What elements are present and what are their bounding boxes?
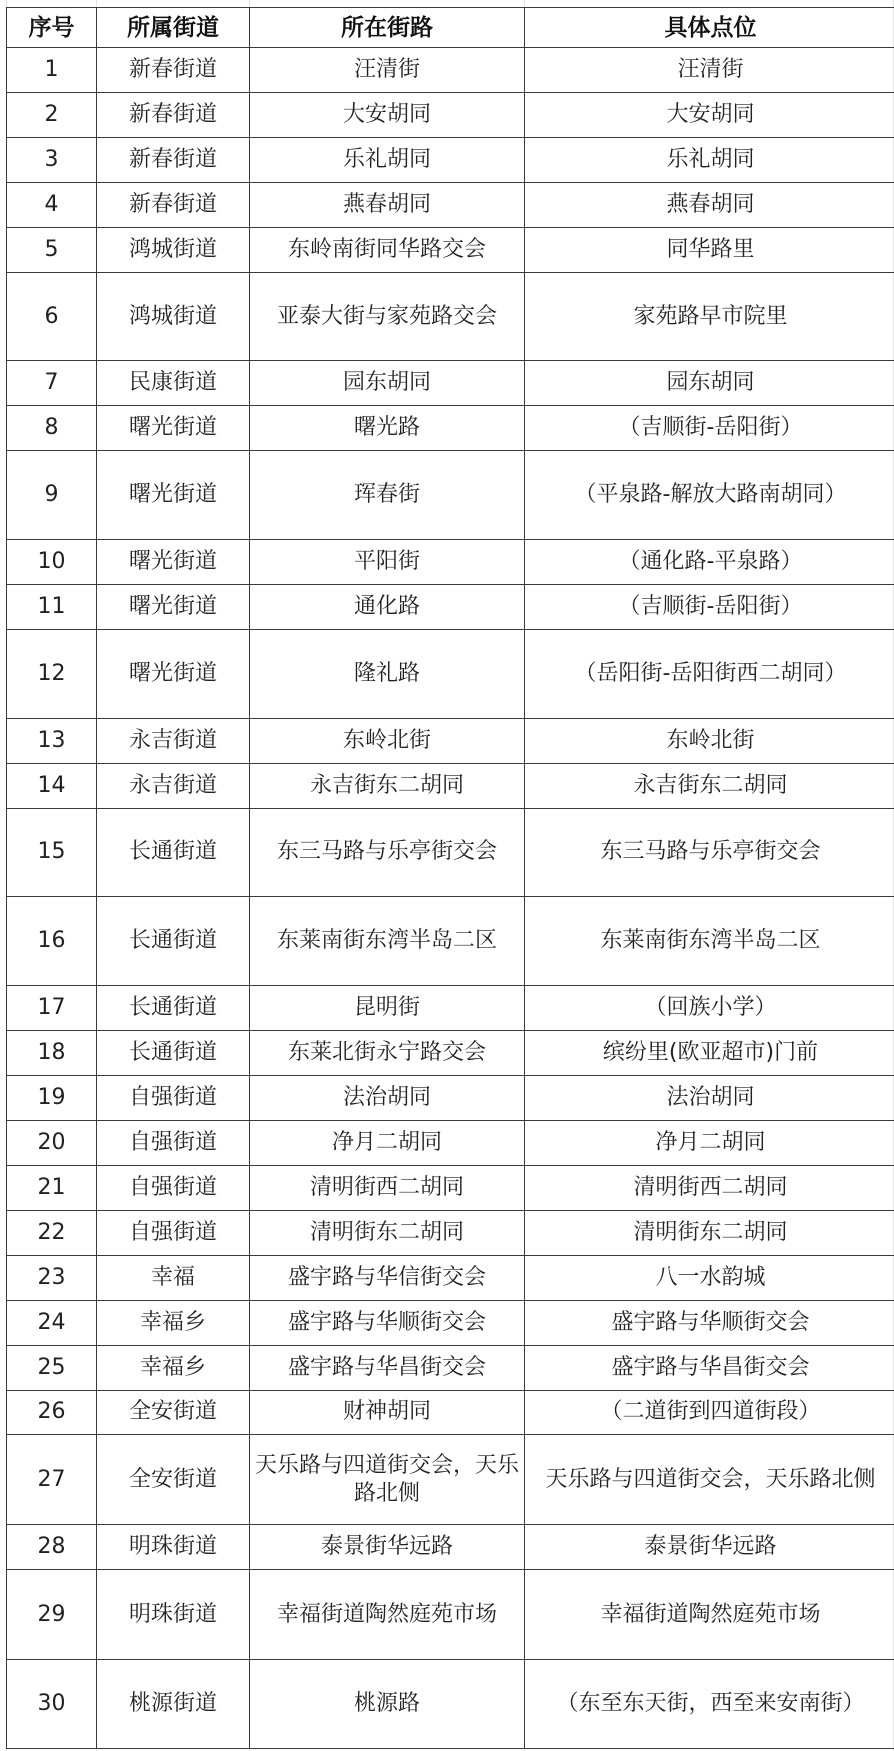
cell-subdistrict: 民康街道 [97,361,250,406]
cell-subdistrict: 长通街道 [97,986,250,1031]
cell-no: 23 [7,1255,97,1300]
cell-no: 29 [7,1570,97,1660]
cell-subdistrict: 鸿城街道 [97,272,250,361]
cell-point: 缤纷里(欧亚超市)门前 [525,1031,894,1076]
cell-street: 汪清街 [250,48,525,93]
cell-subdistrict: 全安街道 [97,1435,250,1525]
table-row [7,540,894,585]
table-row [7,1120,894,1165]
cell-street: 珲春街 [250,451,525,540]
cell-subdistrict: 鸿城街道 [97,227,250,272]
cell-point: 法治胡同 [525,1076,894,1121]
table-row [7,1076,894,1121]
table-row [7,272,894,361]
cell-street: 东岭南街同华路交会 [250,227,525,272]
cell-subdistrict: 自强街道 [97,1165,250,1210]
cell-point: 家苑路早市院里 [525,272,894,361]
header-point: 具体点位 [525,8,894,48]
cell-no: 5 [7,227,97,272]
cell-no: 1 [7,48,97,93]
cell-point: 大安胡同 [525,92,894,137]
table-row [7,1390,894,1435]
table-row [7,406,894,451]
table-row [7,451,894,540]
cell-no: 30 [7,1660,97,1749]
cell-street: 东岭北街 [250,718,525,763]
cell-no: 10 [7,540,97,585]
cell-subdistrict: 幸福 [97,1255,250,1300]
table-row [7,1660,894,1749]
cell-point: 幸福街道陶然庭苑市场 [525,1570,894,1660]
cell-no: 26 [7,1390,97,1435]
table-row [7,718,894,763]
cell-subdistrict: 长通街道 [97,808,250,897]
cell-street: 泰景街华远路 [250,1525,525,1570]
cell-subdistrict: 新春街道 [97,137,250,182]
table-row [7,629,894,718]
cell-subdistrict: 自强街道 [97,1210,250,1255]
cell-subdistrict: 曙光街道 [97,540,250,585]
cell-subdistrict: 幸福乡 [97,1345,250,1390]
table-row [7,1435,894,1525]
cell-no: 6 [7,272,97,361]
cell-street: 财神胡同 [250,1390,525,1435]
header-row [7,8,894,48]
table-row [7,1255,894,1300]
cell-subdistrict: 永吉街道 [97,718,250,763]
table-row [7,48,894,93]
cell-no: 13 [7,718,97,763]
cell-point: （东至东天街，西至来安南街） [525,1660,894,1749]
cell-no: 12 [7,629,97,718]
cell-subdistrict: 永吉街道 [97,763,250,808]
cell-street: 桃源路 [250,1660,525,1749]
cell-no: 11 [7,585,97,630]
table-row [7,1165,894,1210]
table-row [7,986,894,1031]
table-row [7,763,894,808]
cell-no: 25 [7,1345,97,1390]
cell-subdistrict: 自强街道 [97,1076,250,1121]
cell-subdistrict: 曙光街道 [97,451,250,540]
cell-point: 泰景街华远路 [525,1525,894,1570]
cell-point: 东岭北街 [525,718,894,763]
cell-street: 平阳街 [250,540,525,585]
cell-no: 24 [7,1300,97,1345]
cell-street: 盛宇路与华顺街交会 [250,1300,525,1345]
cell-no: 20 [7,1120,97,1165]
cell-subdistrict: 曙光街道 [97,629,250,718]
cell-no: 9 [7,451,97,540]
cell-point: （平泉路-解放大路南胡同） [525,451,894,540]
cell-no: 17 [7,986,97,1031]
cell-street: 园东胡同 [250,361,525,406]
cell-subdistrict: 新春街道 [97,48,250,93]
cell-point: （通化路-平泉路） [525,540,894,585]
table-row [7,227,894,272]
cell-subdistrict: 新春街道 [97,92,250,137]
cell-street: 永吉街东二胡同 [250,763,525,808]
cell-subdistrict: 长通街道 [97,897,250,986]
table-row [7,92,894,137]
cell-street: 通化路 [250,585,525,630]
table-row [7,1210,894,1255]
cell-no: 21 [7,1165,97,1210]
cell-no: 2 [7,92,97,137]
table-row [7,1345,894,1390]
street-points-table [6,7,894,1749]
cell-street: 清明街东二胡同 [250,1210,525,1255]
table-row [7,585,894,630]
cell-no: 28 [7,1525,97,1570]
cell-no: 15 [7,808,97,897]
cell-no: 18 [7,1031,97,1076]
cell-point: 清明街东二胡同 [525,1210,894,1255]
cell-point: 汪清街 [525,48,894,93]
cell-point: 净月二胡同 [525,1120,894,1165]
cell-point: 清明街西二胡同 [525,1165,894,1210]
table-row [7,1031,894,1076]
cell-point: 乐礼胡同 [525,137,894,182]
cell-street: 东三马路与乐亭街交会 [250,808,525,897]
cell-subdistrict: 曙光街道 [97,585,250,630]
header-street: 所在街路 [250,8,525,48]
cell-point: （回族小学） [525,986,894,1031]
cell-point: 燕春胡同 [525,182,894,227]
cell-subdistrict: 明珠街道 [97,1525,250,1570]
cell-point: 盛宇路与华顺街交会 [525,1300,894,1345]
cell-no: 14 [7,763,97,808]
table-body [7,48,894,1749]
cell-street: 乐礼胡同 [250,137,525,182]
cell-street: 净月二胡同 [250,1120,525,1165]
cell-street: 清明街西二胡同 [250,1165,525,1210]
cell-point: 同华路里 [525,227,894,272]
table-row [7,182,894,227]
table-row [7,897,894,986]
table-row [7,361,894,406]
cell-street: 法治胡同 [250,1076,525,1121]
cell-street: 盛宇路与华昌街交会 [250,1345,525,1390]
table-row [7,1570,894,1660]
header-subdistrict: 所属街道 [97,8,250,48]
cell-subdistrict: 全安街道 [97,1390,250,1435]
cell-subdistrict: 明珠街道 [97,1570,250,1660]
cell-point: （岳阳街-岳阳街西二胡同） [525,629,894,718]
cell-no: 19 [7,1076,97,1121]
table-row [7,1300,894,1345]
cell-no: 27 [7,1435,97,1525]
cell-subdistrict: 自强街道 [97,1120,250,1165]
cell-street: 幸福街道陶然庭苑市场 [250,1570,525,1660]
cell-street: 东莱南街东湾半岛二区 [250,897,525,986]
cell-no: 7 [7,361,97,406]
cell-street: 隆礼路 [250,629,525,718]
cell-street: 盛宇路与华信街交会 [250,1255,525,1300]
cell-point: 永吉街东二胡同 [525,763,894,808]
cell-point: 八一水韵城 [525,1255,894,1300]
cell-subdistrict: 长通街道 [97,1031,250,1076]
cell-street: 昆明街 [250,986,525,1031]
cell-street: 燕春胡同 [250,182,525,227]
cell-street: 东莱北街永宁路交会 [250,1031,525,1076]
cell-subdistrict: 曙光街道 [97,406,250,451]
cell-point: 东莱南街东湾半岛二区 [525,897,894,986]
cell-point: （吉顺街-岳阳街） [525,406,894,451]
cell-no: 4 [7,182,97,227]
cell-street: 天乐路与四道街交会，天乐路北侧 [250,1435,525,1525]
cell-no: 22 [7,1210,97,1255]
cell-point: 园东胡同 [525,361,894,406]
cell-street: 曙光路 [250,406,525,451]
table-row [7,137,894,182]
cell-no: 16 [7,897,97,986]
cell-point: （吉顺街-岳阳街） [525,585,894,630]
table-row [7,1525,894,1570]
table-row [7,808,894,897]
cell-subdistrict: 幸福乡 [97,1300,250,1345]
cell-point: 东三马路与乐亭街交会 [525,808,894,897]
cell-point: 天乐路与四道街交会，天乐路北侧 [525,1435,894,1525]
header-no: 序号 [7,8,97,48]
cell-street: 亚泰大街与家苑路交会 [250,272,525,361]
cell-no: 3 [7,137,97,182]
cell-subdistrict: 新春街道 [97,182,250,227]
cell-point: 盛宇路与华昌街交会 [525,1345,894,1390]
cell-street: 大安胡同 [250,92,525,137]
cell-no: 8 [7,406,97,451]
cell-point: （二道街到四道街段） [525,1390,894,1435]
cell-subdistrict: 桃源街道 [97,1660,250,1749]
